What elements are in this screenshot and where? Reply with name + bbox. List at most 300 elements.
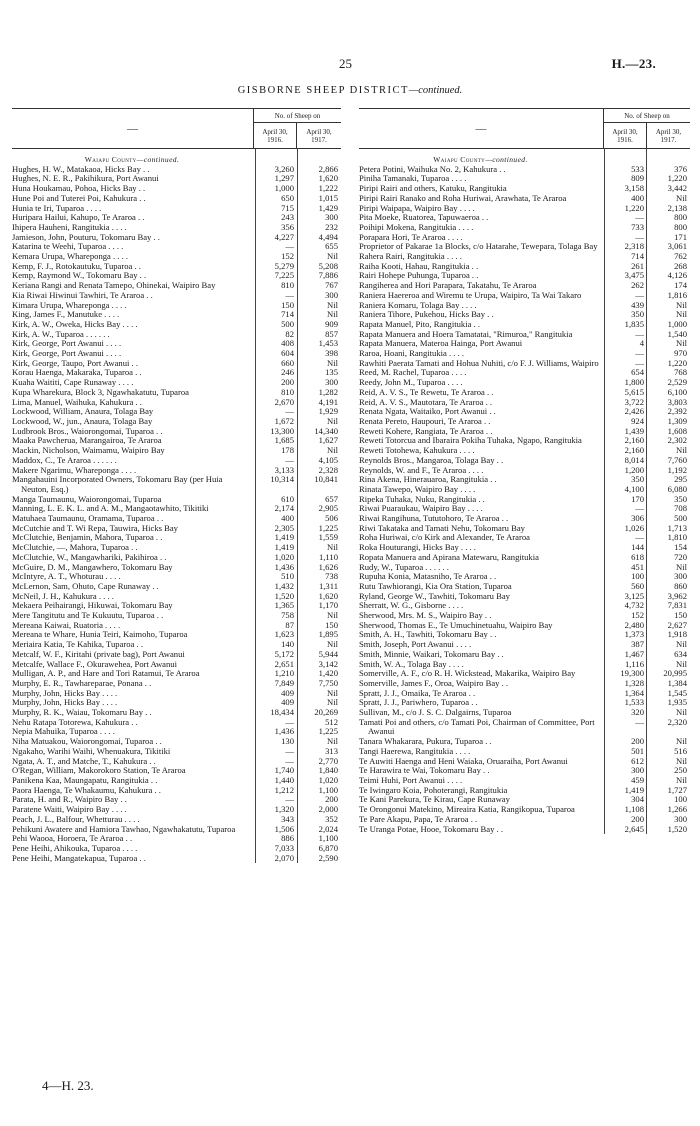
section-title bbox=[12, 149, 254, 165]
sheep-1916: 3,125 bbox=[624, 590, 644, 601]
sheep-1917: 1,520 bbox=[667, 823, 687, 834]
sheep-1916: 510 bbox=[281, 571, 294, 582]
sheep-1917: 2,770 bbox=[318, 755, 338, 766]
owner-name: Ngata, A. T., and Matche, T., Kahukura . . bbox=[12, 755, 156, 766]
sheep-1917: 1,620 bbox=[318, 590, 338, 601]
owner-name: Renata Pereto, Haupouri, Te Araroa . . bbox=[359, 415, 491, 426]
sheep-1916: — bbox=[635, 348, 644, 359]
owner-name: Reweti Kohere, Rangiata, Te Araroa . . bbox=[359, 425, 493, 436]
sheep-1917: 300 bbox=[674, 813, 687, 824]
sheep-1917: Nil bbox=[327, 445, 338, 456]
sheep-1917: 2,328 bbox=[318, 464, 338, 475]
owner-name: Matuhaea Taumaunu, Oramama, Tuparoa . . bbox=[12, 513, 164, 524]
sheep-1916: 654 bbox=[631, 367, 644, 378]
sheep-1916: 1,419 bbox=[624, 784, 644, 795]
sheep-1917: 1,266 bbox=[667, 804, 687, 815]
sheep-1916: 246 bbox=[281, 367, 294, 378]
sheep-1916: 4,227 bbox=[274, 231, 294, 242]
sheep-1916: — bbox=[285, 406, 294, 417]
sheep-1916: 130 bbox=[281, 736, 294, 747]
owner-name: Huripara Hailui, Kahupo, Te Araroa . . bbox=[12, 212, 145, 223]
sheep-1917: 1,110 bbox=[318, 551, 338, 562]
continued-label: —continued. bbox=[136, 155, 180, 164]
sheep-1917: 200 bbox=[325, 794, 338, 805]
owner-name: Nehu Ratapa Totorewa, Kahukura . . bbox=[12, 716, 138, 727]
empty-cell bbox=[297, 149, 341, 165]
owner-name: Somerville, James F., Oroa, Waipiro Bay . . bbox=[359, 677, 509, 688]
sheep-1916: 1,835 bbox=[624, 318, 644, 329]
sheep-1916: 1,432 bbox=[274, 580, 294, 591]
owner-name: Piripi Rairi and others, Katuku, Rangitukia bbox=[359, 183, 507, 194]
sheep-1916: 350 bbox=[631, 309, 644, 320]
owner-name: Te Auwiti Haenga and Heni Waiaka, Oruaraiha, Port Awanui bbox=[359, 755, 568, 766]
sheep-1917: 860 bbox=[674, 580, 687, 591]
sheep-1917: 4,191 bbox=[318, 396, 338, 407]
document-reference: H.—23. bbox=[611, 56, 656, 71]
page-number: 25 bbox=[339, 56, 352, 71]
owner-name: Metcalfe, Wallace F., Okurawehea, Port Awanui bbox=[12, 658, 177, 669]
sheep-1916: 320 bbox=[631, 707, 644, 718]
sheep-1916: 451 bbox=[631, 561, 644, 572]
sheep-1916: 4,732 bbox=[624, 600, 644, 611]
sheep-1917: 2,590 bbox=[318, 852, 338, 863]
owner-name: Sherwood, Thomas E., Te Umuchinetuahu, Waipiro Bay bbox=[359, 619, 553, 630]
sheep-1916: 1,116 bbox=[624, 658, 644, 669]
sheep-1917: Nil bbox=[327, 357, 338, 368]
sheep-1917: 1,713 bbox=[667, 522, 687, 533]
owner-name: Te Pare Akapu, Papa, Te Araroa . . bbox=[359, 813, 478, 824]
owner-name: Kirk, George, Taupo, Port Awanui . . bbox=[12, 357, 138, 368]
sheep-1917: Nil bbox=[327, 251, 338, 262]
sheep-1916: 200 bbox=[631, 736, 644, 747]
sheep-1916: 2,305 bbox=[274, 522, 294, 533]
title-continued: —continued. bbox=[408, 85, 463, 96]
owner-name: Te Uranga Potae, Hooe, Tokomaru Bay . . bbox=[359, 823, 503, 834]
owner-name: Mulligan, A. P., and Hare and Tori Ratamui, Te Araroa bbox=[12, 668, 200, 679]
owner-name: Te Orongonui Matekino, Mireaira Katia, Rangikopua, Tuparoa bbox=[359, 804, 575, 815]
owner-name: Kirk, A. W., Tuparoa . . . . . . bbox=[12, 328, 110, 339]
owner-name: Ludbrook Bros., Waiorongomai, Tuparoa . . bbox=[12, 425, 163, 436]
sheep-1916: 300 bbox=[631, 765, 644, 776]
sheep-1917: 800 bbox=[674, 221, 687, 232]
sheep-1916: 19,300 bbox=[620, 668, 644, 679]
table-row bbox=[359, 825, 690, 835]
sheep-1916: 610 bbox=[281, 493, 294, 504]
owner-name: Reedy, John M., Tuparoa . . . . bbox=[359, 377, 463, 388]
sheep-count-header bbox=[604, 109, 690, 148]
sheep-1917: 376 bbox=[674, 163, 687, 174]
sheep-1916: 400 bbox=[631, 192, 644, 203]
sheep-1917: 300 bbox=[325, 212, 338, 223]
sheep-1916: 2,426 bbox=[624, 406, 644, 417]
sheep-1917: 1,222 bbox=[318, 183, 338, 194]
sheep-1917: 2,866 bbox=[318, 163, 338, 174]
owner-name: Kupa Wharekura, Block 3, Ngawhakatutu, Tuparoa bbox=[12, 386, 189, 397]
sheep-1916: 350 bbox=[631, 474, 644, 485]
owner-name: Tamati Poi and others, c/o Tamati Poi, Chairman of Committee, Port Awanui bbox=[359, 716, 595, 737]
owner-name: Ryland, George W., Tawhiti, Tokomaru Bay bbox=[359, 590, 510, 601]
owner-name: Sherwood, Mrs. M. S., Waipiro Bay . . bbox=[359, 610, 492, 621]
sheep-1916: 1,436 bbox=[274, 726, 294, 737]
sheep-1916: 306 bbox=[631, 513, 644, 524]
sheep-1916: 1,672 bbox=[274, 415, 294, 426]
sheep-1917: 1,192 bbox=[667, 464, 687, 475]
owner-name: Kirk, George, Port Awanui . . . . bbox=[12, 338, 122, 349]
sheep-1916: — bbox=[635, 328, 644, 339]
sheep-1917: Nil bbox=[327, 299, 338, 310]
sheep-1916: 3,158 bbox=[624, 183, 644, 194]
sheep-1917: 1,559 bbox=[318, 532, 338, 543]
sheep-1917: 4,105 bbox=[318, 454, 338, 465]
date-1917-header: April 30, 1917. bbox=[655, 128, 682, 144]
sheep-1916: 1,467 bbox=[624, 648, 644, 659]
owner-name: Mereana Kaiwai, Ruatoria . . . . bbox=[12, 619, 121, 630]
sheep-1916: — bbox=[635, 716, 644, 727]
sheep-1916: — bbox=[635, 231, 644, 242]
sheep-1916: 1,373 bbox=[624, 629, 644, 640]
owner-name: Te Iwingaro Koia, Pohoterangi, Rangitukia bbox=[359, 784, 508, 795]
sheep-1917: 1,608 bbox=[667, 425, 687, 436]
sheep-1916: 533 bbox=[631, 163, 644, 174]
sheep-1916: 3,260 bbox=[274, 163, 294, 174]
owner-name: Raniera Haereroa and Wiremu te Urupa, Waipiro, Ta Wai Takaro bbox=[359, 289, 582, 300]
sheep-1917: 3,962 bbox=[667, 590, 687, 601]
county-name: Waiapu County bbox=[84, 155, 137, 164]
sheep-1917: Nil bbox=[676, 445, 687, 456]
sheep-1917: 1,918 bbox=[667, 629, 687, 640]
sheep-1916: 18,434 bbox=[270, 707, 294, 718]
owner-name: Maaka Pawcherua, Marangairoa, Te Araroa bbox=[12, 435, 162, 446]
sheep-1916: — bbox=[285, 716, 294, 727]
empty-cell bbox=[604, 149, 647, 165]
sheep-1916: 758 bbox=[281, 610, 294, 621]
owner-name: Reynolds Bros., Mangaroa, Tolaga Bay . . bbox=[359, 454, 504, 465]
owner-name: Metcalf, W. F., Kiritahi (private bag), Port Awanui bbox=[12, 648, 185, 659]
left-table bbox=[12, 108, 341, 863]
owner-name: Mere Tangitutu and Te Kukuutu, Tuparoa . . bbox=[12, 610, 164, 621]
sheep-1916: 387 bbox=[631, 639, 644, 650]
owner-name: Hunia te Iri, Tuparoa . . . . bbox=[12, 202, 102, 213]
owner-name: Rapata Manuera, Materoa Hainga, Port Awanui bbox=[359, 338, 523, 349]
sheep-1916: 2,174 bbox=[274, 503, 294, 514]
sheep-1916: 1,328 bbox=[624, 677, 644, 688]
owner-name: Meriaira Katia, Te Kahika, Tuparoa . . bbox=[12, 639, 143, 650]
sheep-label: No. of Sheep on bbox=[604, 109, 690, 123]
owner-name: Hughes, H. W., Matakaoa, Hicks Bay . . bbox=[12, 163, 150, 174]
sheep-1916: 262 bbox=[631, 280, 644, 291]
owner-name: Piniha Tamanaki, Tuparoa . . . . bbox=[359, 173, 467, 184]
sheep-1917: 2,905 bbox=[318, 503, 338, 514]
sheep-1917: 3,061 bbox=[667, 241, 687, 252]
sheep-1916: 8,014 bbox=[624, 454, 644, 465]
table-header bbox=[12, 108, 341, 149]
owner-name: McCutchie and T. Wi Repa, Tauwira, Hicks Bay bbox=[12, 522, 178, 533]
sheep-1917: 135 bbox=[325, 367, 338, 378]
owner-name: Sherratt, W. G., Gisborne . . . . bbox=[359, 600, 464, 611]
sheep-1917: 1,810 bbox=[667, 532, 687, 543]
sheep-1917: Nil bbox=[676, 707, 687, 718]
sheep-1916: 612 bbox=[631, 755, 644, 766]
sheep-1916: 5,279 bbox=[274, 260, 294, 271]
sheep-1917: 7,760 bbox=[667, 454, 687, 465]
sheep-1917: Nil bbox=[676, 299, 687, 310]
sheep-1917: Nil bbox=[327, 687, 338, 698]
sheep-1916: 178 bbox=[281, 445, 294, 456]
sheep-1916: — bbox=[285, 454, 294, 465]
sheep-1917: 1,000 bbox=[667, 318, 687, 329]
sheep-1917: Nil bbox=[327, 309, 338, 320]
sheep-1916: 501 bbox=[631, 745, 644, 756]
owner-name: Ihipera Hauheni, Rangitukia . . . . bbox=[12, 221, 127, 232]
table-row bbox=[359, 718, 690, 737]
owner-name: Smith, W. A., Tolaga Bay . . . . bbox=[359, 658, 464, 669]
sheep-1916: 1,026 bbox=[624, 522, 644, 533]
sheep-1917: 1,935 bbox=[667, 697, 687, 708]
sheep-1916: 500 bbox=[281, 318, 294, 329]
sheep-1917: 1,895 bbox=[318, 629, 338, 640]
sheep-1916: 1,685 bbox=[274, 435, 294, 446]
sheep-1917: Nil bbox=[327, 542, 338, 553]
sheep-1916: 200 bbox=[631, 813, 644, 824]
sheep-1917: Nil bbox=[676, 639, 687, 650]
sheep-1916: 1,440 bbox=[274, 775, 294, 785]
owner-name: O'Regan, William, Makorokoro Station, Te Araroa bbox=[12, 765, 186, 776]
sheep-1917: 857 bbox=[325, 328, 338, 339]
sheep-1917: 708 bbox=[674, 503, 687, 514]
owner-name: Parata, H. and R., Waipiro Bay . . bbox=[12, 794, 127, 805]
sheep-1917: 1,384 bbox=[667, 677, 687, 688]
sheep-1917: 516 bbox=[674, 745, 687, 756]
owner-name: McGuire, D. M., Mangawhero, Tokomaru Bay bbox=[12, 561, 173, 572]
sheep-label: No. of Sheep on bbox=[254, 109, 341, 123]
sheep-1917: 352 bbox=[325, 813, 338, 824]
owner-name: Rairi Hohepe Puhunga, Tuparoa . . bbox=[359, 270, 479, 281]
sheep-1917: 657 bbox=[325, 493, 338, 504]
sheep-1916: 2,160 bbox=[624, 435, 644, 446]
owner-name: Maddox, C., Te Araroa . . . . . . bbox=[12, 454, 117, 465]
owner-name: Pita Moeke, Ruatorea, Tapuwaeroa . . bbox=[359, 212, 489, 223]
sheep-1917: 171 bbox=[674, 231, 687, 242]
owner-name: Ropata Manuera and Apirana Matewaru, Rangitukia bbox=[359, 551, 539, 562]
sheep-1917: 268 bbox=[674, 260, 687, 271]
sheep-1917: 295 bbox=[674, 474, 687, 485]
owner-name: Sullivan, M., c/o J. S. C. Dalgairns, Tuparoa bbox=[359, 707, 512, 718]
sheep-1917: 1,309 bbox=[667, 415, 687, 426]
owner-name: Poihipi Mokena, Rangitukia . . . . bbox=[359, 221, 474, 232]
sheep-1916: 150 bbox=[281, 299, 294, 310]
sheep-1916: 200 bbox=[281, 377, 294, 388]
sheep-1917: 100 bbox=[674, 794, 687, 805]
sheep-1917: 398 bbox=[325, 348, 338, 359]
owner-name: Reed, M. Rachel, Tuparoa . . . . bbox=[359, 367, 467, 378]
owner-name: Lima, Manuel, Waihuka, Kahukura . . bbox=[12, 396, 142, 407]
owner-name: Kimara Urupa, Wharepongа . . . . bbox=[12, 299, 127, 310]
owner-name: Katarina te Weehi, Tuparoa . . . . bbox=[12, 241, 124, 252]
table-row bbox=[12, 475, 341, 494]
sheep-1917: 20,995 bbox=[663, 668, 687, 679]
owner-name: Pehikuni Awatere and Hamiora Tawhao, Ngawhakatutu, Tuparoa bbox=[12, 823, 236, 834]
owner-name: Panikena Kaa, Maungapatu, Rangitukia . . bbox=[12, 775, 158, 785]
sheep-1917: Nil bbox=[676, 338, 687, 349]
empty-cell bbox=[647, 149, 690, 165]
sheep-1917: Nil bbox=[676, 755, 687, 766]
right-table bbox=[359, 108, 690, 834]
sheep-1916: 714 bbox=[281, 309, 294, 320]
owner-name: Raiha Kooti, Hahau, Rangitukia . . bbox=[359, 260, 479, 271]
sheep-1916: 243 bbox=[281, 212, 294, 223]
sheep-1917: 6,100 bbox=[667, 386, 687, 397]
sheep-1917: 20,269 bbox=[314, 707, 338, 718]
sheep-1917: 7,886 bbox=[318, 270, 338, 281]
owner-name: Roha Huriwai, c/o Kirk and Alexander, Te Araroa bbox=[359, 532, 530, 543]
sheep-1917: 154 bbox=[674, 542, 687, 553]
sheep-1917: 150 bbox=[674, 610, 687, 621]
sheep-1916: 1,533 bbox=[624, 697, 644, 708]
owner-name: Keriana Rangi and Renata Tamepo, Ohinekai, Waipiro Bay bbox=[12, 280, 216, 291]
sheep-1916: 261 bbox=[631, 260, 644, 271]
sheep-1917: 1,100 bbox=[318, 784, 338, 795]
sheep-1916: 343 bbox=[281, 813, 294, 824]
date-1917-header: April 30, 1917. bbox=[306, 128, 332, 144]
sheep-1916: 618 bbox=[631, 551, 644, 562]
owner-name: Ngakaho, Warihi Waihi, Whenuakura, Tikitiki bbox=[12, 745, 171, 756]
sheep-1916: 1,000 bbox=[274, 183, 294, 194]
left-rows bbox=[12, 149, 341, 863]
owner-name: Te Harawira te Wai, Tokomaru Bay . . bbox=[359, 765, 490, 776]
table-header bbox=[359, 108, 690, 149]
owner-name: Nepia Mahuika, Tuparoa . . . . bbox=[12, 726, 115, 737]
sheep-1917: 500 bbox=[674, 513, 687, 524]
owner-name: Murphy, John, Hicks Bay . . . . bbox=[12, 697, 118, 708]
sheep-1917: 3,142 bbox=[318, 658, 338, 669]
owner-name: Smith, Joseph, Port Awanui . . . . bbox=[359, 639, 472, 650]
right-rows bbox=[359, 149, 690, 834]
sheep-1916: 2,070 bbox=[274, 852, 294, 863]
owner-name: Porapara Hori, Te Araroa . . . . bbox=[359, 231, 463, 242]
sheep-1917: Nil bbox=[676, 192, 687, 203]
owner-name: Spratt, J. J., Omaika, Te Araroa . . bbox=[359, 687, 476, 698]
sheep-1916: 886 bbox=[281, 833, 294, 844]
sheep-1916: — bbox=[285, 241, 294, 252]
sheep-1917: 6,870 bbox=[318, 842, 338, 853]
sheep-1917: 1,620 bbox=[318, 173, 338, 184]
sheep-1917: 3,442 bbox=[667, 183, 687, 194]
owner-name: Peach, J. L., Balfour, Whetturau . . . . bbox=[12, 813, 140, 824]
sheep-1917: 909 bbox=[325, 318, 338, 329]
sheep-1917: 1,100 bbox=[318, 833, 338, 844]
sheep-1916: 3,475 bbox=[624, 270, 644, 281]
sheep-1917: 767 bbox=[325, 280, 338, 291]
owner-name: Kia Riwai Hiwinui Tawhiri, Te Araroa . . bbox=[12, 289, 153, 300]
owner-name: Mekaera Peihairangi, Hikuwai, Tokomaru Bay bbox=[12, 600, 173, 611]
sheep-1916: 13,300 bbox=[270, 425, 294, 436]
sheep-1916: 650 bbox=[281, 192, 294, 203]
sheep-1916: 924 bbox=[631, 415, 644, 426]
sheep-1917: 1,020 bbox=[318, 775, 338, 785]
sheep-1916: 304 bbox=[631, 794, 644, 805]
sheep-1916: 2,670 bbox=[274, 396, 294, 407]
sheep-1916: 356 bbox=[281, 221, 294, 232]
owner-name: Riwi Takataka and Tamati Nehu, Tokomaru Bay bbox=[359, 522, 525, 533]
sheep-1916: 1,800 bbox=[624, 377, 644, 388]
sheep-1916: 1,436 bbox=[274, 561, 294, 572]
sheep-1917: 300 bbox=[325, 289, 338, 300]
sheep-1916: 1,200 bbox=[624, 464, 644, 475]
owner-name: Rudy, W., Tuparoa . . . . . . bbox=[359, 561, 449, 572]
section-heading bbox=[359, 149, 690, 165]
sheep-1917: 1,225 bbox=[318, 522, 338, 533]
sheep-1916: 10,314 bbox=[270, 474, 294, 485]
owner-name: King, James F., Manutuke . . . . bbox=[12, 309, 120, 320]
owner-name: Piripi Rairi Ranako and Roha Huriwai, Arawhata, Te Araroa bbox=[359, 192, 567, 203]
sheep-1917: 4,494 bbox=[318, 231, 338, 242]
sheep-1916: 810 bbox=[281, 386, 294, 397]
sheep-1916: 1,439 bbox=[624, 425, 644, 436]
sheep-1916: 100 bbox=[631, 571, 644, 582]
owner-name: Jamieson, John, Pouturu, Tokomaru Bay . . bbox=[12, 231, 160, 242]
owner-name: Smith, Minnie, Waikari, Tokomaru Bay . . bbox=[359, 648, 504, 659]
sheep-1917: 970 bbox=[674, 348, 687, 359]
sheep-1917: 3,803 bbox=[667, 396, 687, 407]
owner-name: Paratene Waiti, Waipiro Bay . . . . bbox=[12, 804, 127, 815]
sheep-1916: 459 bbox=[631, 775, 644, 785]
sheep-1916: 1,623 bbox=[274, 629, 294, 640]
sheep-1917: Nil bbox=[676, 561, 687, 572]
sheep-1916: 1,320 bbox=[274, 804, 294, 815]
sheep-1916: 408 bbox=[281, 338, 294, 349]
owner-name: Rapata Manuera and Hoera Tamatatai, "Rimuroa," Rangitukia bbox=[359, 328, 573, 339]
owner-name: McNeil, J. H., Kahukura . . . . bbox=[12, 590, 114, 601]
owner-name: Proprietor of Pakarae 1a Blocks, c/o Hatarahe, Tewepara, Tolaga Bay bbox=[359, 241, 598, 252]
owner-name: Huna Houkamau, Pohoa, Hicks Bay . . bbox=[12, 183, 146, 194]
sheep-1917: 738 bbox=[325, 571, 338, 582]
sheep-1917: Nil bbox=[676, 309, 687, 320]
owner-name: Ripeka Tuhaka, Nuku, Rangitukia . . bbox=[359, 493, 485, 504]
owner-name: Somerville, A. F., c/o R. H. Wickstead, Makarika, Waipiro Bay bbox=[359, 668, 576, 679]
owner-name: Tanara Whakarara, Pukura, Tuparoa . . bbox=[359, 736, 492, 747]
sheep-1917: 1,929 bbox=[318, 406, 338, 417]
owner-column-header: — bbox=[12, 109, 254, 148]
section-heading bbox=[12, 149, 341, 165]
sheep-1917: 2,627 bbox=[667, 619, 687, 630]
owner-name: Raroa, Hoani, Rangitukia . . . . bbox=[359, 348, 465, 359]
owner-name: Piripi Waipapa, Waipiro Bay . . . . bbox=[359, 202, 475, 213]
owner-name: Petera Potini, Waihuka No. 2, Kahukura . . bbox=[359, 163, 506, 174]
continued-label: —continued. bbox=[485, 155, 528, 164]
sheep-1917: 1,170 bbox=[318, 600, 338, 611]
sheep-1917: 512 bbox=[325, 716, 338, 727]
owner-name: McClutchie, W., Mangawhariki, Pakihiroa . . bbox=[12, 551, 167, 562]
sheep-1917: 1,816 bbox=[667, 289, 687, 300]
owner-name: Riwai Puaraukau, Waipiro Bay . . . . bbox=[359, 503, 483, 514]
sheep-1916: — bbox=[285, 794, 294, 805]
sheep-1917: 2,392 bbox=[667, 406, 687, 417]
sheep-1917: 2,320 bbox=[667, 716, 687, 727]
owner-name: McLernon, Sam, Ohuto, Cape Runaway . . bbox=[12, 580, 159, 591]
date-1916-header: April 30, 1916. bbox=[604, 123, 647, 148]
sheep-1916: — bbox=[285, 289, 294, 300]
owner-name: Reid, A. V. S., Mautotara, Te Araroa . . bbox=[359, 396, 493, 407]
sheep-1916: 1,419 bbox=[274, 532, 294, 543]
owner-name: Raniera Komaru, Tolaga Bay . . . . bbox=[359, 299, 477, 310]
sheep-1916: 714 bbox=[631, 251, 644, 262]
owner-name: Mackin, Nicholson, Waimamu, Waipiro Bay bbox=[12, 445, 165, 456]
sheep-1917: 1,545 bbox=[667, 687, 687, 698]
sheep-1917: 720 bbox=[674, 551, 687, 562]
sheep-1916: 170 bbox=[631, 493, 644, 504]
sheep-1916: 1,419 bbox=[274, 542, 294, 553]
owner-name: Rapata Manuel, Pito, Rangitukia . . bbox=[359, 318, 481, 329]
